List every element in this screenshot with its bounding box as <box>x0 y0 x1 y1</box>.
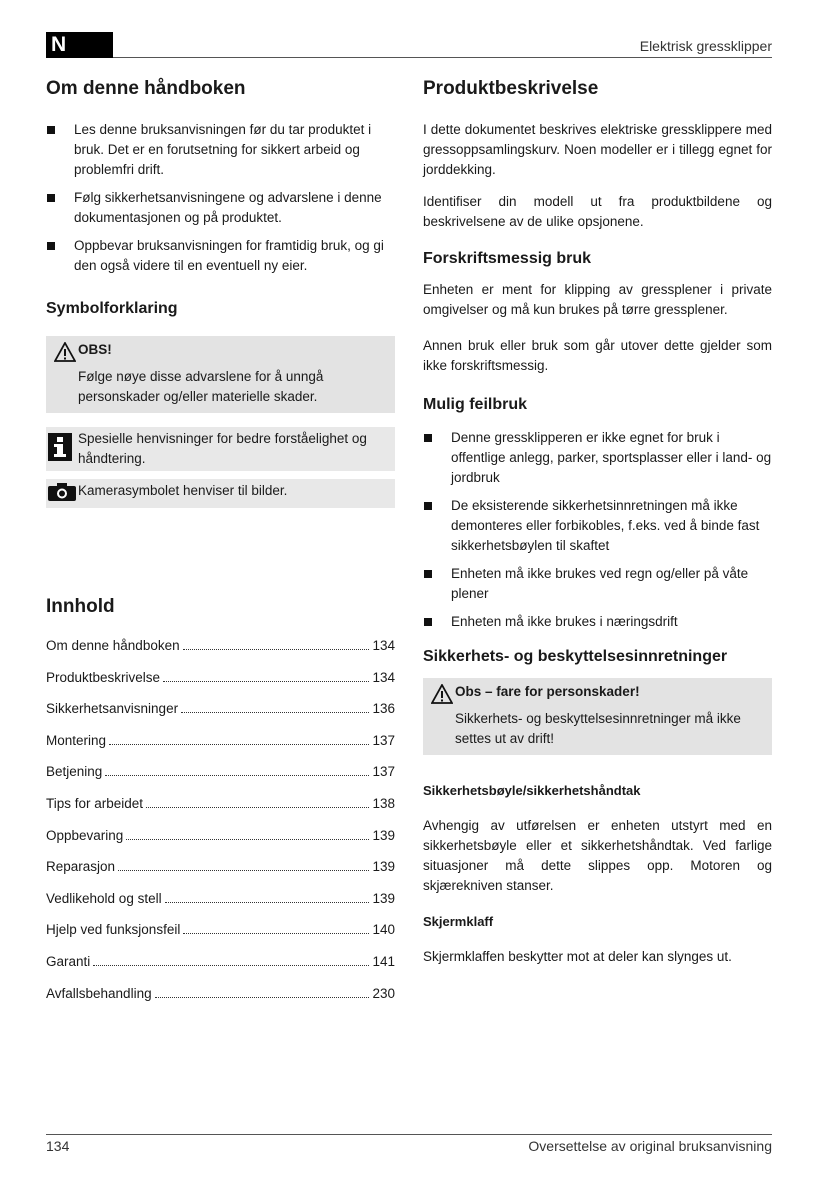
handle-paragraph: Avhengig av utførelsen er enheten utstyrt med en sikkerhetsbøyle eller et sikkerhetshåndtak. Ved farlige situasjoner må dette slippes opp. Motoren og skjærekniven stanser. <box>423 818 772 893</box>
proper-use-paragraph-2: Annen bruk eller bruk som går utover dette gjelder som ikke forskriftsmessig. <box>423 338 772 373</box>
toc-entry[interactable] <box>46 920 395 952</box>
toc-page: 137 <box>372 764 395 780</box>
footer-note: Oversettelse av original bruksanvisning <box>528 1138 772 1154</box>
page-number: 134 <box>46 1138 70 1154</box>
toc-entry[interactable] <box>46 762 395 794</box>
table-of-contents <box>46 636 395 1015</box>
obs-note <box>46 336 395 413</box>
flap-paragraph: Skjermklaffen beskytter mot at deler kan slynges ut. <box>423 949 732 964</box>
warning-triangle-icon <box>431 684 455 709</box>
toc-title: Sikkerhetsanvisninger <box>46 701 179 717</box>
language-badge <box>46 32 113 58</box>
flap-heading: Skjermklaff <box>423 914 494 929</box>
toc-entry[interactable] <box>46 731 395 763</box>
toc-entry[interactable] <box>46 952 395 984</box>
about-heading: Om denne håndboken <box>46 78 246 99</box>
toc-entry[interactable] <box>46 699 395 731</box>
list-item: Oppbevar bruksanvisningen for framtidig bruk, og gi den også videre til en eventuell ny eier. <box>46 236 395 276</box>
toc-page: 139 <box>372 890 395 906</box>
proper-use-heading: Forskriftsmessig bruk <box>423 250 592 267</box>
header-rule <box>113 57 772 58</box>
running-header: Elektrisk gressklipper <box>639 38 772 54</box>
toc-title: Reparasjon <box>46 859 116 875</box>
toc-title: Avfallsbehandling <box>46 985 152 1001</box>
camera-icon <box>46 481 78 506</box>
toc-entry[interactable] <box>46 668 395 700</box>
right-column <box>423 72 772 979</box>
toc-page: 141 <box>372 953 395 969</box>
toc-page: 136 <box>372 701 395 717</box>
list-item: De eksisterende sikkerhetsinnretningen må ikke demonteres eller forbikobles, f.eks. ved å binde fast sikkerhetsbøylen til skaftet <box>423 496 772 556</box>
info-text: Spesielle henvisninger for bedre forståelighet og håndtering. <box>78 431 367 466</box>
language-code: N <box>51 33 67 56</box>
left-column <box>46 72 395 1015</box>
toc-title: Montering <box>46 732 107 748</box>
toc-page: 230 <box>372 985 395 1001</box>
list-item: Les denne bruksanvisningen før du tar produktet i bruk. Det er en forutsetning for sikkert arbeid og problemfri drift. <box>46 120 395 180</box>
toc-entry[interactable] <box>46 889 395 921</box>
safety-devices-heading: Sikkerhets- og beskyttelsesinnretninger <box>423 648 728 665</box>
toc-entry[interactable] <box>46 826 395 858</box>
obs-title: OBS! <box>78 342 112 357</box>
danger-text: Sikkerhets- og beskyttelsesinnretninger må ikke settes ut av drift! <box>455 711 741 746</box>
info-icon <box>46 429 78 466</box>
toc-entry[interactable] <box>46 794 395 826</box>
toc-title: Tips for arbeidet <box>46 795 144 811</box>
misuse-heading: Mulig feilbruk <box>423 396 527 413</box>
danger-title: Obs – fare for personskader! <box>455 684 640 699</box>
toc-title: Produktbeskrivelse <box>46 669 161 685</box>
toc-title: Vedlikehold og stell <box>46 890 162 906</box>
toc-page: 140 <box>372 922 395 938</box>
product-heading: Produktbeskrivelse <box>423 78 599 99</box>
footer-rule <box>46 1134 772 1135</box>
toc-page: 137 <box>372 732 395 748</box>
toc-page: 138 <box>372 795 395 811</box>
toc-title: Oppbevaring <box>46 827 124 843</box>
obs-text: Følge nøye disse advarslene for å unngå personskader og/eller materielle skader. <box>78 369 324 404</box>
toc-heading: Innhold <box>46 596 115 617</box>
toc-page: 134 <box>372 638 395 653</box>
symbols-heading: Symbolforklaring <box>46 300 178 317</box>
warning-triangle-icon <box>54 342 78 367</box>
toc-title: Garanti <box>46 953 91 969</box>
camera-text: Kamerasymbolet henviser til bilder. <box>78 483 288 498</box>
danger-note <box>423 678 772 755</box>
proper-use-paragraph-1: Enheten er ment for klipping av gressplener i private omgivelser og må kun brukes på tørre gressplener. <box>423 282 772 317</box>
toc-title: Betjening <box>46 764 103 780</box>
toc-entry[interactable] <box>46 857 395 889</box>
list-item: Enheten må ikke brukes ved regn og/eller på våte plener <box>423 564 772 604</box>
toc-title: Hjelp ved funksjonsfeil <box>46 922 181 938</box>
misuse-list <box>423 428 772 632</box>
toc-title: Om denne håndboken <box>46 638 180 653</box>
handle-heading: Sikkerhetsbøyle/sikkerhetshåndtak <box>423 783 641 798</box>
list-item: Denne gressklipperen er ikke egnet for bruk i offentlige anlegg, parker, sportsplasser eller i land- og jordbruk <box>423 428 772 488</box>
toc-entry[interactable] <box>46 636 395 668</box>
product-paragraph-2: Identifiser din modell ut fra produktbildene og beskrivelsene av de ulike opsjonene. <box>423 194 772 229</box>
toc-page: 139 <box>372 827 395 843</box>
camera-note <box>46 479 395 508</box>
list-item: Enheten må ikke brukes i næringsdrift <box>423 612 772 632</box>
toc-entry[interactable] <box>46 984 395 1016</box>
product-paragraph-1: I dette dokumentet beskrives elektriske gressklippere med gressoppsamlingskurv. Noen modeller er i tillegg egnet for jorddekking. <box>423 122 772 177</box>
toc-page: 139 <box>372 859 395 875</box>
about-list <box>46 120 395 276</box>
list-item: Følg sikkerhetsanvisningene og advarslene i denne dokumentasjonen og på produktet. <box>46 188 395 228</box>
toc-page: 134 <box>372 669 395 685</box>
info-note <box>46 427 395 471</box>
